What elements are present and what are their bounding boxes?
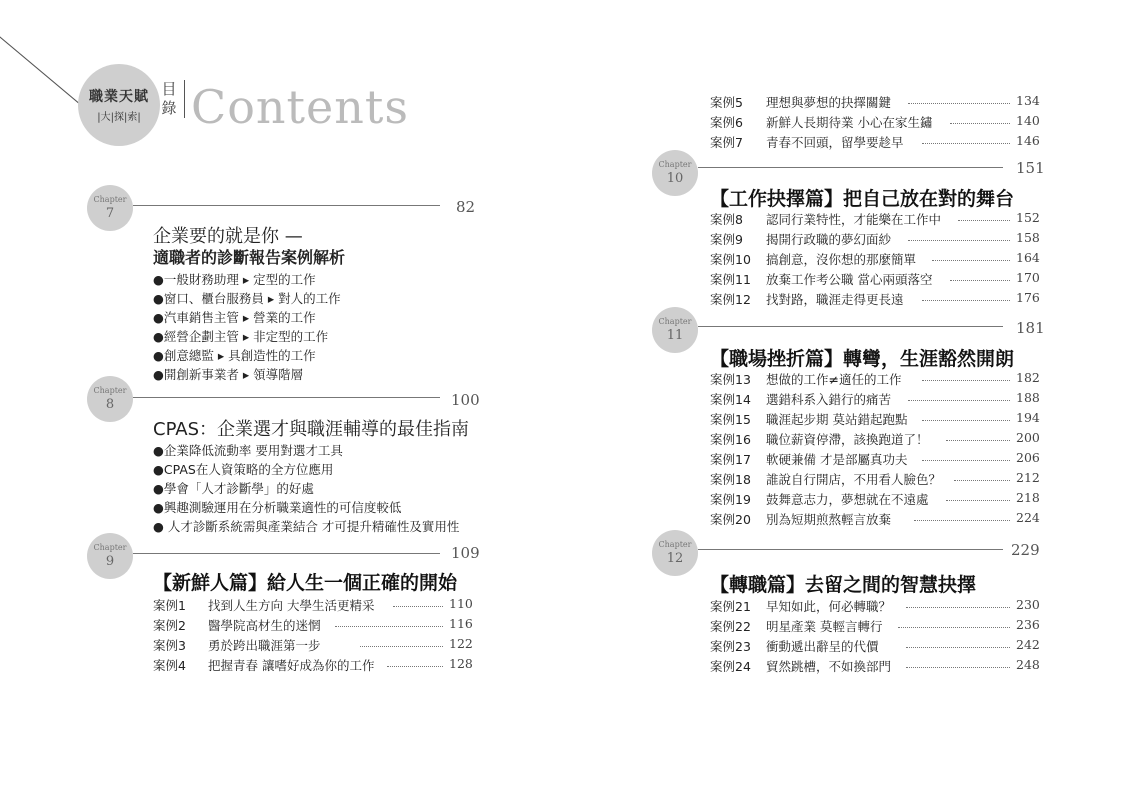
case-label: 案例11 — [710, 272, 751, 287]
case-page: 212 — [1016, 470, 1040, 485]
chapter-label: Chapter — [93, 386, 127, 395]
leader-dots — [946, 500, 1010, 501]
chapter-page: 109 — [451, 544, 480, 562]
leader-dots — [922, 420, 1010, 421]
leader-dots — [393, 606, 443, 607]
case-row — [710, 510, 1040, 530]
leader-dots — [922, 460, 1010, 461]
case-title: 找到人生方向 大學生活更精采 — [208, 598, 375, 613]
case-title: 別為短期煎熬輕言放棄 — [766, 512, 892, 527]
case-page: 242 — [1016, 637, 1040, 652]
case-row — [153, 656, 473, 676]
leader-dots — [954, 480, 1010, 481]
case-label: 案例20 — [710, 512, 751, 527]
chapter-page: 229 — [1011, 541, 1040, 559]
case-row — [710, 430, 1040, 450]
case-label: 案例2 — [153, 618, 186, 633]
chapter-number: 7 — [105, 206, 115, 221]
case-row — [710, 290, 1040, 310]
book-logo — [78, 64, 160, 146]
case-row — [710, 597, 1040, 617]
chapter-8-bullets — [153, 441, 459, 536]
leader-dots — [922, 300, 1010, 301]
case-label: 案例5 — [710, 95, 743, 110]
case-title: 選錯科系入錯行的痛苦 — [766, 392, 892, 407]
case-label: 案例4 — [153, 658, 186, 673]
case-page: 158 — [1016, 230, 1040, 245]
case-title: 明星產業 莫輕言轉行 — [766, 619, 883, 634]
case-page: 128 — [449, 656, 473, 671]
case-row — [710, 490, 1040, 510]
logo-subtitle: |大|探|索| — [97, 112, 141, 123]
case-title: 揭開行政職的夢幻面紗 — [766, 232, 892, 247]
case-title: 職涯起步期 莫站錯起跑點 — [766, 412, 908, 427]
case-title: 把握青春 讓嗜好成為你的工作 — [208, 658, 375, 673]
case-label: 案例16 — [710, 432, 751, 447]
leader-dots — [335, 626, 443, 627]
case-label: 案例24 — [710, 659, 751, 674]
case-page: 188 — [1016, 390, 1040, 405]
case-title: 職位薪資停滯，該換跑道了！ — [766, 432, 929, 447]
chapter-label: Chapter — [658, 540, 692, 549]
case-label: 案例7 — [710, 135, 743, 150]
list-item: ●CPAS在人資策略的全方位應用 — [153, 462, 334, 477]
case-title: 找對路，職涯走得更長遠 — [766, 292, 904, 307]
chapter-title: 【職場挫折篇】轉彎，生涯豁然開朗 — [710, 348, 1015, 370]
case-label: 案例9 — [710, 232, 743, 247]
case-page: 248 — [1016, 657, 1040, 672]
case-row — [710, 617, 1040, 637]
chapter-label: Chapter — [658, 317, 692, 326]
case-label: 案例6 — [710, 115, 743, 130]
chapter-title: 【工作抉擇篇】把自己放在對的舞台 — [710, 188, 1015, 210]
list-item: ● 人才診斷系統需與產業結合 才可提升精確性及實用性 — [153, 519, 460, 534]
leader-dots — [898, 627, 1010, 628]
case-row — [710, 133, 1040, 153]
leader-dots — [950, 280, 1010, 281]
case-title: 軟硬兼備 才是部屬真功夫 — [766, 452, 908, 467]
list-item: ●創意總監 ▸ 具創造性的工作 — [153, 348, 316, 363]
case-title: 早知如此，何必轉職？ — [766, 599, 892, 614]
logo-title: 職業天賦 — [89, 89, 149, 105]
list-item: ●企業降低流動率 要用對選才工具 — [153, 443, 343, 458]
chapter-rule — [133, 397, 440, 398]
chapter-8-badge — [87, 376, 133, 422]
case-row — [153, 616, 473, 636]
chapter-number: 10 — [666, 171, 684, 186]
case-page: 170 — [1016, 270, 1040, 285]
leader-dots — [932, 260, 1010, 261]
leader-dots — [908, 103, 1010, 104]
list-item: ●一般財務助理 ▸ 定型的工作 — [153, 272, 316, 287]
leader-dots — [387, 666, 443, 667]
case-row — [710, 390, 1040, 410]
leader-dots — [950, 123, 1010, 124]
case-row — [710, 250, 1040, 270]
chapter-page: 151 — [1016, 159, 1045, 177]
case-page: 176 — [1016, 290, 1040, 305]
leader-dots — [922, 143, 1010, 144]
chapter-rule — [698, 549, 1003, 550]
chapter-label: Chapter — [658, 160, 692, 169]
case-label: 案例21 — [710, 599, 751, 614]
chapter-number: 8 — [105, 397, 115, 412]
case-page: 140 — [1016, 113, 1040, 128]
chapter-title: 【轉職篇】去留之間的智慧抉擇 — [710, 574, 977, 596]
case-page: 194 — [1016, 410, 1040, 425]
chapter-rule — [698, 326, 1003, 327]
case-label: 案例14 — [710, 392, 751, 407]
leader-dots — [914, 520, 1010, 521]
chapter-7-badge — [87, 185, 133, 231]
chapter-number: 12 — [666, 551, 684, 566]
list-item: ●學會「人才診斷學」的好處 — [153, 481, 314, 496]
list-item: ●汽車銷售主管 ▸ 營業的工作 — [153, 310, 316, 325]
case-label: 案例10 — [710, 252, 751, 267]
case-label: 案例15 — [710, 412, 751, 427]
case-title: 誰說自行開店，不用看人臉色？ — [766, 472, 942, 487]
contents-heading: Contents — [191, 80, 409, 134]
list-item: ●開創新事業者 ▸ 領導階層 — [153, 367, 304, 382]
chapter-10-badge — [652, 150, 698, 196]
case-title: 青春不回頭，留學要趁早 — [766, 135, 904, 150]
leader-dots — [922, 380, 1010, 381]
leader-dots — [946, 440, 1010, 441]
leader-dots — [908, 400, 1010, 401]
case-page: 224 — [1016, 510, 1040, 525]
case-row — [153, 596, 473, 616]
case-title: 醫學院高材生的迷惘 — [208, 618, 321, 633]
leader-dots — [906, 647, 1010, 648]
case-title: 放棄工作考公職 當心兩頭落空 — [766, 272, 933, 287]
leader-dots — [906, 607, 1010, 608]
chapter-title: 企業要的就是你 — — [153, 226, 303, 247]
case-row — [710, 657, 1040, 677]
corner-line — [0, 28, 90, 112]
case-page: 110 — [449, 596, 473, 611]
case-page: 122 — [449, 636, 473, 651]
list-item: ●窗口、櫃台服務員 ▸ 對人的工作 — [153, 291, 341, 306]
case-label: 案例1 — [153, 598, 186, 613]
case-page: 200 — [1016, 430, 1040, 445]
case-label: 案例18 — [710, 472, 751, 487]
chapter-page: 100 — [451, 391, 480, 409]
case-label: 案例22 — [710, 619, 751, 634]
case-title: 新鮮人長期待業 小心在家生鏽 — [766, 115, 933, 130]
case-row — [710, 370, 1040, 390]
case-page: 182 — [1016, 370, 1040, 385]
list-item: ●經營企劃主管 ▸ 非定型的工作 — [153, 329, 329, 344]
case-title: 衝動遞出辭呈的代價 — [766, 639, 879, 654]
list-item: ●興趣測驗運用在分析職業適性的可信度較低 — [153, 500, 402, 515]
chapter-label: Chapter — [93, 543, 127, 552]
case-row — [710, 637, 1040, 657]
chapter-number: 9 — [105, 554, 115, 569]
case-page: 230 — [1016, 597, 1040, 612]
case-row — [710, 470, 1040, 490]
case-title: 認同行業特性，才能樂在工作中 — [766, 212, 942, 227]
chapter-label: Chapter — [93, 195, 127, 204]
leader-dots — [958, 220, 1010, 221]
case-page: 164 — [1016, 250, 1040, 265]
case-title: 貿然跳槽，不如換部門 — [766, 659, 892, 674]
case-page: 206 — [1016, 450, 1040, 465]
leader-dots — [906, 667, 1010, 668]
toc-label: 目錄 — [158, 80, 185, 118]
case-page: 146 — [1016, 133, 1040, 148]
chapter-page: 181 — [1016, 319, 1045, 337]
chapter-7-bullets — [153, 270, 341, 384]
chapter-number: 11 — [666, 328, 684, 343]
case-label: 案例13 — [710, 372, 751, 387]
case-row — [710, 230, 1040, 250]
case-title: 鼓舞意志力，夢想就在不遠處 — [766, 492, 929, 507]
case-row — [710, 270, 1040, 290]
chapter-title: CPAS：企業選才與職涯輔導的最佳指南 — [153, 419, 470, 440]
case-page: 134 — [1016, 93, 1040, 108]
case-row — [710, 93, 1040, 113]
case-label: 案例19 — [710, 492, 751, 507]
case-page: 116 — [449, 616, 473, 631]
chapter-12-badge — [652, 530, 698, 576]
case-row — [710, 210, 1040, 230]
case-label: 案例12 — [710, 292, 751, 307]
case-page: 236 — [1016, 617, 1040, 632]
case-title: 理想與夢想的抉擇關鍵 — [766, 95, 892, 110]
chapter-subtitle: 適職者的診斷報告案例解析 — [153, 248, 346, 267]
case-row — [153, 636, 473, 656]
chapter-rule — [133, 205, 440, 206]
chapter-11-badge — [652, 307, 698, 353]
case-label: 案例3 — [153, 638, 186, 653]
case-title: 勇於跨出職涯第一步 — [208, 638, 321, 653]
chapter-title: 【新鮮人篇】給人生一個正確的開始 — [153, 572, 458, 594]
chapter-rule — [133, 553, 440, 554]
case-label: 案例23 — [710, 639, 751, 654]
case-row — [710, 113, 1040, 133]
case-row — [710, 410, 1040, 430]
chapter-page: 82 — [456, 198, 476, 216]
case-row — [710, 450, 1040, 470]
leader-dots — [908, 240, 1010, 241]
chapter-rule — [698, 167, 1003, 168]
case-title: 想做的工作≠適任的工作 — [766, 372, 902, 387]
case-label: 案例8 — [710, 212, 743, 227]
case-title: 搞創意，沒你想的那麼簡單 — [766, 252, 917, 267]
leader-dots — [360, 646, 443, 647]
case-page: 218 — [1016, 490, 1040, 505]
case-page: 152 — [1016, 210, 1040, 225]
chapter-9-badge — [87, 533, 133, 579]
case-label: 案例17 — [710, 452, 751, 467]
